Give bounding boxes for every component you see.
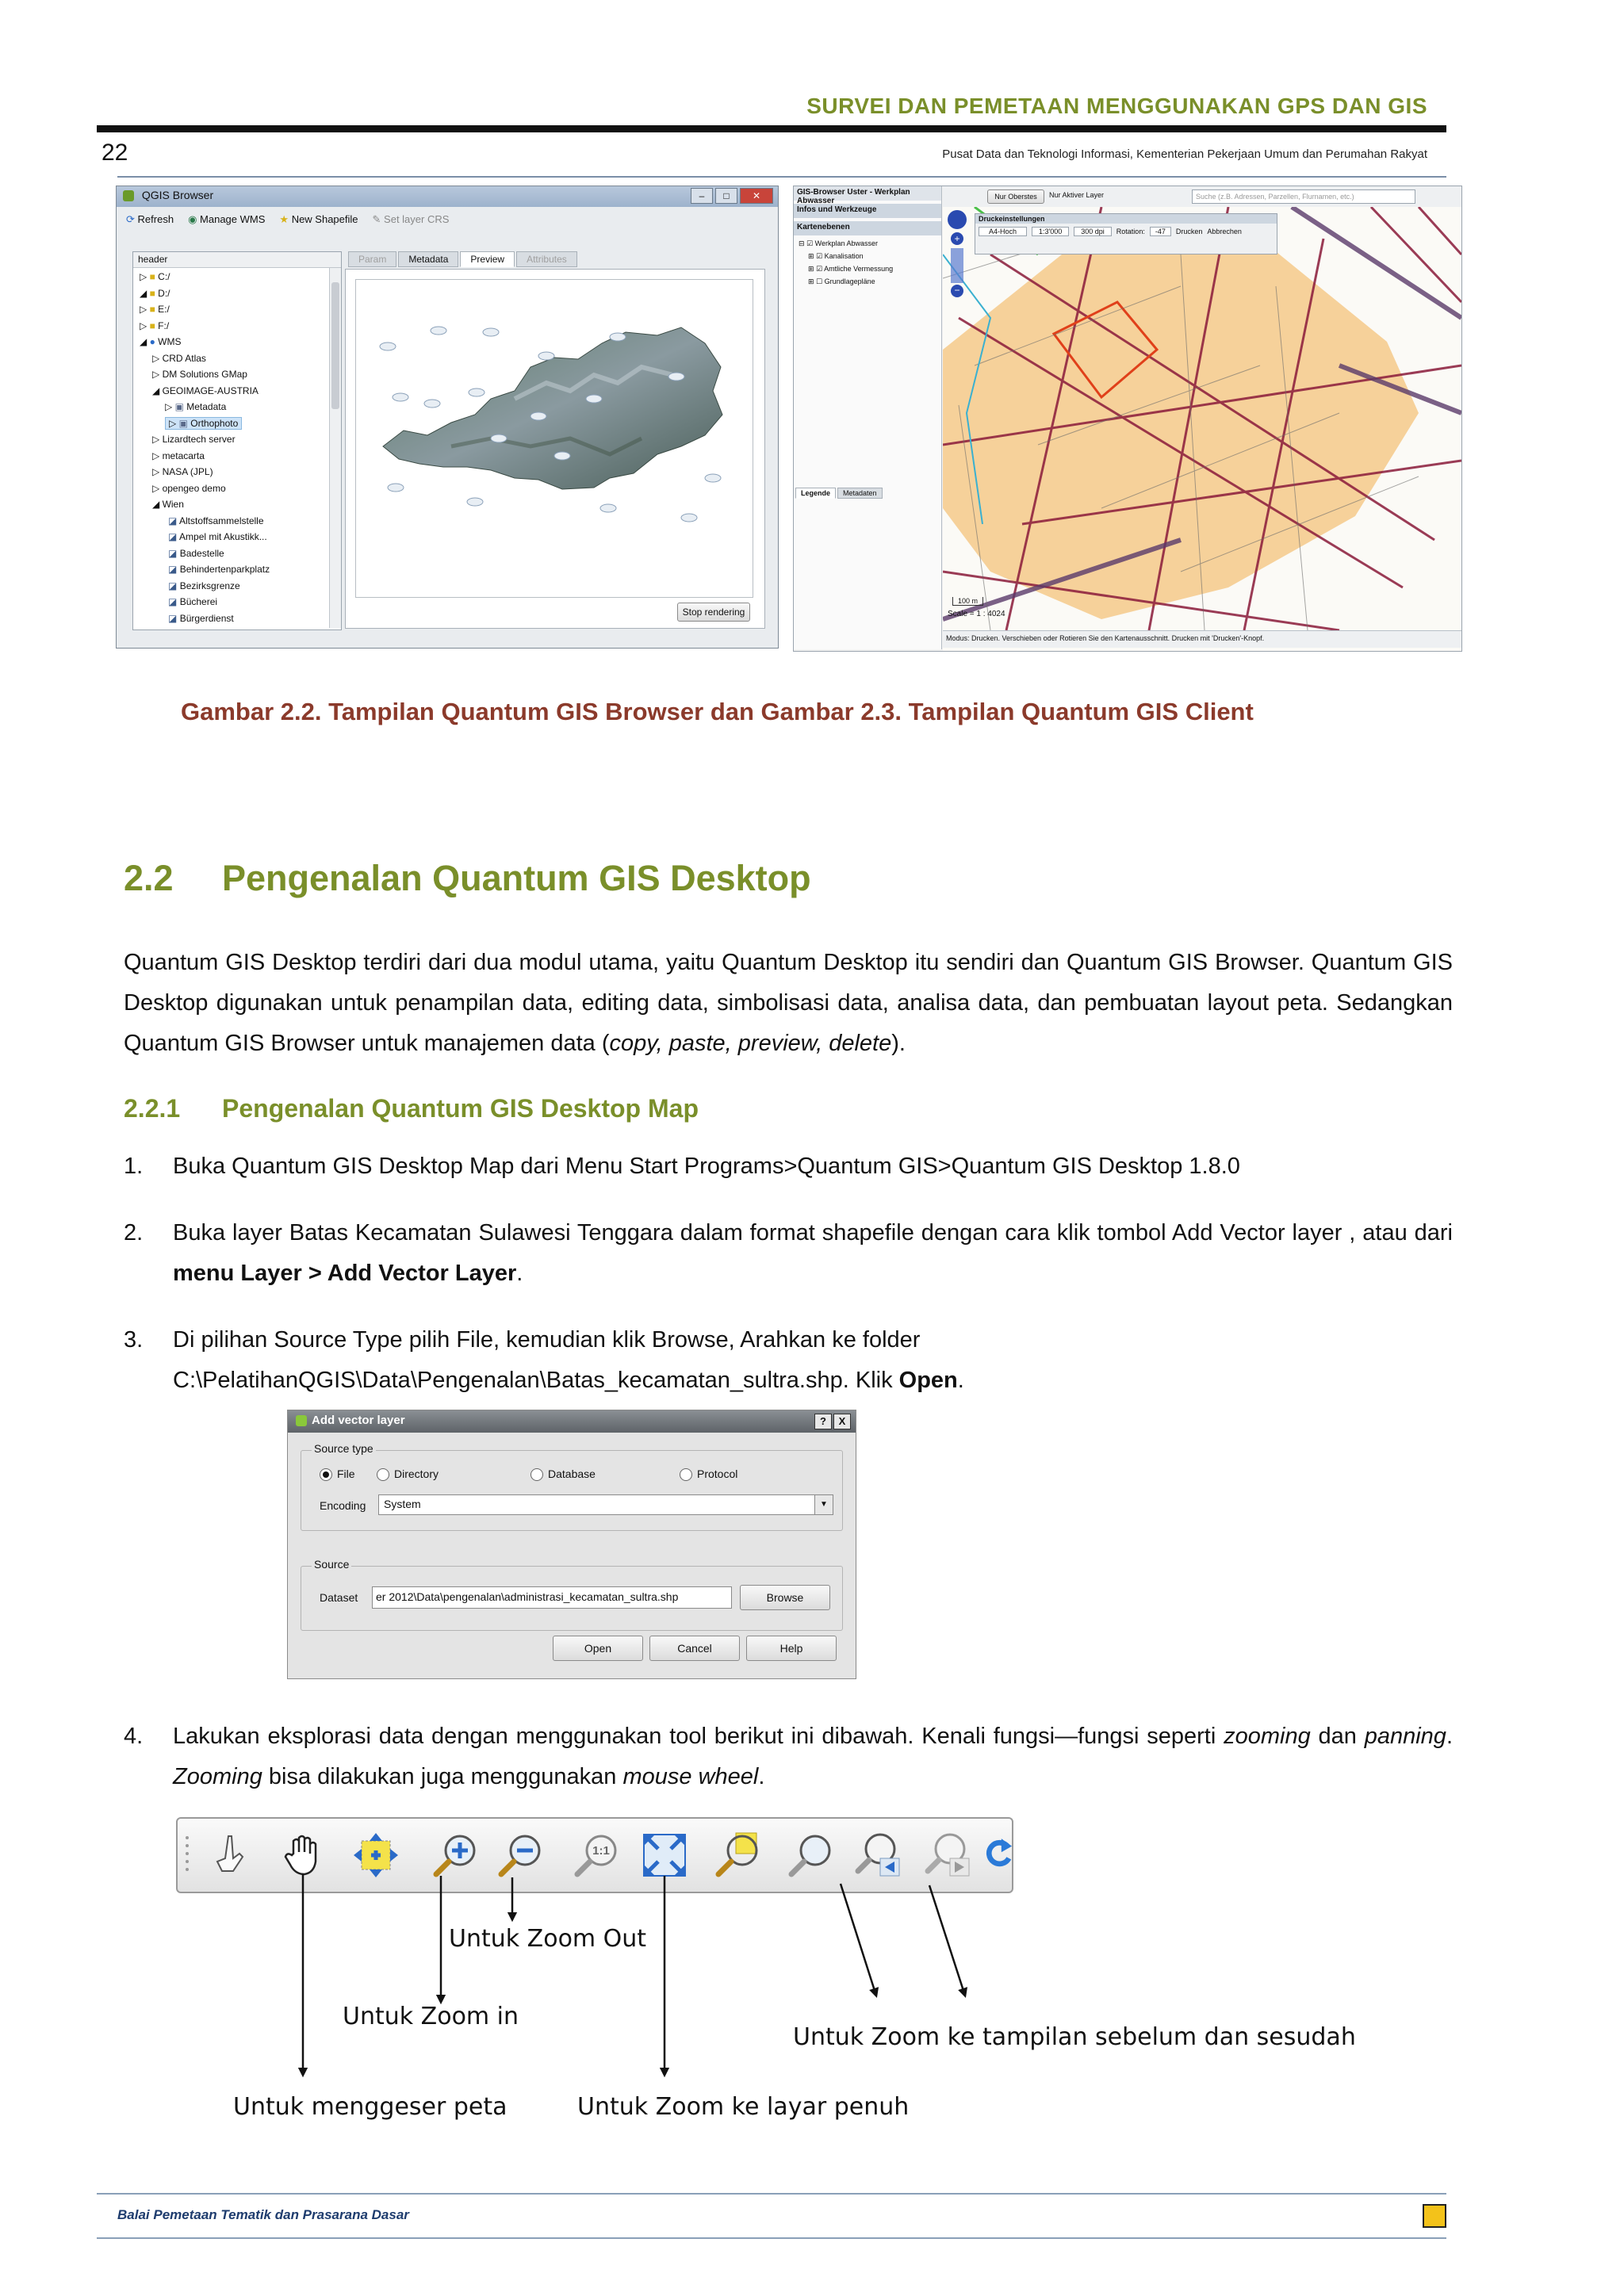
tree-item[interactable]: ▷ NASA (JPL) xyxy=(152,466,213,477)
close-title-button[interactable]: X xyxy=(833,1414,851,1429)
layer-icon: ◪ xyxy=(168,596,178,607)
radio-directory[interactable]: Directory xyxy=(377,1468,439,1481)
zoom-navigation-control[interactable] xyxy=(948,210,967,313)
client-bottom-tabs xyxy=(795,488,883,499)
zoom-out-icon[interactable] xyxy=(495,1830,546,1881)
tree-item[interactable]: ◪ Bürgerdienst xyxy=(168,612,234,624)
scale-bar: 100 m xyxy=(952,597,983,606)
zoom-in-icon[interactable] xyxy=(430,1830,481,1881)
dialog-titlebar xyxy=(288,1410,856,1433)
header-thin-rule xyxy=(117,176,1446,178)
encoding-label: Encoding xyxy=(320,1499,366,1512)
tree-header: header xyxy=(133,252,341,268)
help-button[interactable]: Help xyxy=(746,1636,837,1661)
actual-size-label: 1:1 xyxy=(592,1844,610,1858)
gis-client-window xyxy=(793,186,1462,652)
running-header-title: SURVEI DAN PEMETAAN MENGGUNAKAN GPS DAN GIS xyxy=(806,94,1427,118)
panel-layers-header[interactable]: Kartenebenen xyxy=(794,221,941,235)
client-search-input[interactable]: Suche (z.B. Adressen, Parzellen, Flurnamen, etc.) xyxy=(1192,189,1415,204)
refresh-icon[interactable] xyxy=(983,1830,1013,1881)
zoom-next-icon[interactable] xyxy=(923,1830,974,1881)
header-rule xyxy=(97,125,1446,132)
radio-file[interactable]: File xyxy=(320,1468,355,1481)
dpi-select[interactable]: 300 dpi xyxy=(1074,227,1112,236)
folder-icon: ■ xyxy=(149,287,155,299)
tree-item[interactable]: ◢ ● WMS xyxy=(140,336,182,347)
subsection-number: 2.2.1 xyxy=(124,1094,181,1123)
tree-scrollbar[interactable] xyxy=(329,268,341,628)
browser-toolbar xyxy=(117,207,778,232)
qgis-logo-icon xyxy=(296,1415,307,1426)
print-settings-box xyxy=(975,213,1277,254)
panel-info-header[interactable]: Infos und Werkzeuge xyxy=(794,204,941,218)
qgis-logo-icon xyxy=(123,190,134,201)
tree-item[interactable]: ▷ ■ E:/ xyxy=(140,304,170,315)
print-settings-title: Druckeinstellungen xyxy=(975,214,1277,224)
tree-item[interactable]: ◢ Wien xyxy=(152,499,184,510)
folder-icon: ■ xyxy=(149,304,155,315)
help-title-button[interactable]: ? xyxy=(814,1414,832,1429)
window-title: QGIS Browser xyxy=(141,189,214,201)
cancel-print-button[interactable]: Abbrechen xyxy=(1207,228,1242,235)
zoom-to-selection-icon[interactable] xyxy=(712,1830,763,1881)
rotation-input[interactable]: -47 xyxy=(1150,227,1171,236)
dataset-label: Dataset xyxy=(320,1591,358,1604)
qgis-browser-window xyxy=(116,186,779,649)
tree-item[interactable]: ◪ Ampel mit Akustikk... xyxy=(168,531,267,542)
dataset-input[interactable]: er 2012\Data\pengenalan\administrasi_kecamatan_sultra.shp xyxy=(372,1586,732,1609)
close-button[interactable]: ✕ xyxy=(740,188,773,204)
dropdown-arrow-icon: ▼ xyxy=(814,1495,833,1514)
maximize-button[interactable]: □ xyxy=(715,188,737,204)
zoom-minus-icon[interactable]: − xyxy=(951,285,963,297)
radio-database[interactable]: Database xyxy=(530,1468,596,1481)
cancel-button[interactable]: Cancel xyxy=(649,1636,740,1661)
tab-preview[interactable]: Preview xyxy=(460,251,515,267)
scale-select[interactable]: 1:3'000 xyxy=(1032,227,1069,236)
client-status-bar: Modus: Drucken. Verschieben oder Rotieren Sie den Kartenausschnitt. Drucken mit 'Drucken'-Knopf. xyxy=(943,630,1461,648)
manage-wms-button[interactable]: ◉ Manage WMS xyxy=(188,213,266,225)
folder-icon: ■ xyxy=(149,271,155,282)
footer-text: Balai Pemetaan Tematik dan Prasarana Dasar xyxy=(117,2207,409,2222)
window-controls xyxy=(691,188,773,204)
tab-param[interactable]: Param xyxy=(348,251,396,267)
add-vector-layer-dialog xyxy=(287,1410,856,1679)
page-number: 22 xyxy=(102,140,128,166)
set-layer-crs-button[interactable]: ✎ Set layer CRS xyxy=(372,213,450,225)
paper-select[interactable]: A4-Hoch xyxy=(979,227,1027,236)
tree-item[interactable]: ▷ ▣ Metadata xyxy=(165,401,227,412)
map-navigation-toolbar xyxy=(176,1817,1013,1893)
footer-rule-top xyxy=(97,2193,1446,2195)
zoom-last-icon[interactable] xyxy=(853,1830,904,1881)
section-number: 2.2 xyxy=(124,858,174,898)
section-title: Pengenalan Quantum GIS Desktop xyxy=(222,858,811,898)
tree-item[interactable]: ◢ GEOIMAGE-AUSTRIA xyxy=(152,385,259,396)
stop-rendering-button[interactable]: Stop rendering xyxy=(677,603,750,622)
refresh-icon: ⟳ xyxy=(126,213,135,225)
figure-caption: Gambar 2.2. Tampilan Quantum GIS Browser dan Gambar 2.3. Tampilan Quantum GIS Client xyxy=(181,698,1254,725)
austria-orthophoto-map xyxy=(356,280,753,597)
ministry-logo-icon xyxy=(1423,2204,1446,2228)
tree-item[interactable]: ◪ Badestelle xyxy=(168,547,224,559)
preview-tabs xyxy=(345,251,765,267)
city-map xyxy=(943,207,1461,630)
source-label: Source xyxy=(312,1558,351,1571)
layer-tree xyxy=(794,235,941,289)
crs-icon: ✎ xyxy=(372,213,381,225)
layer-icon: ◪ xyxy=(168,564,178,575)
qgis-browser-titlebar xyxy=(117,186,778,207)
scale-text: Scale = 1 : 4024 xyxy=(948,610,1005,618)
annotation-zoom-prev-next: Untuk Zoom ke tampilan sebelum dan sesudah xyxy=(793,2023,1356,2051)
annotation-zoom-in: Untuk Zoom in xyxy=(343,2003,519,2030)
preview-area xyxy=(345,269,765,629)
zoom-actual-size-icon[interactable] xyxy=(571,1830,622,1881)
star-icon: ★ xyxy=(279,213,289,225)
zoom-plus-icon[interactable]: + xyxy=(951,232,963,245)
source-type-group xyxy=(301,1450,843,1531)
folder-icon: ■ xyxy=(149,320,155,331)
tree-item-selected[interactable]: ▷ ▣ Orthophoto xyxy=(140,415,341,432)
layer-icon: ◪ xyxy=(168,547,178,559)
annotation-zoom-out: Untuk Zoom Out xyxy=(449,1925,647,1953)
pan-control-icon[interactable] xyxy=(948,210,967,229)
open-button[interactable]: Open xyxy=(553,1636,643,1661)
client-map[interactable] xyxy=(943,186,1461,651)
radio-protocol[interactable]: Protocol xyxy=(680,1468,737,1481)
nur-aktiver-layer-button[interactable]: Nur Aktiver Layer xyxy=(1049,191,1105,199)
zoom-slider[interactable] xyxy=(951,248,963,283)
tree-item[interactable]: ◪ Bücherei xyxy=(168,596,218,607)
tab-legende[interactable]: Legende xyxy=(795,488,836,499)
new-shapefile-button[interactable]: ★ New Shapefile xyxy=(279,213,358,225)
refresh-button[interactable]: ⟳ Refresh xyxy=(126,213,174,225)
tree-item[interactable]: ▷ CRD Atlas xyxy=(152,352,206,364)
client-title: GIS-Browser Uster - Werkplan Abwasser xyxy=(794,186,941,201)
rotation-label: Rotation: xyxy=(1116,228,1145,235)
layer-item[interactable]: ⊟ ☑ Werkplan Abwasser xyxy=(799,239,878,247)
layer-icon: ◪ xyxy=(168,531,178,542)
tree-item[interactable]: ▷ metacarta xyxy=(152,450,205,461)
browser-tree xyxy=(133,268,341,626)
pan-to-selection-icon[interactable] xyxy=(350,1830,401,1881)
globe-icon: ● xyxy=(149,336,155,347)
preview-panel xyxy=(345,251,765,629)
layer-item[interactable]: ⊞ ☐ Grundlagepläne xyxy=(808,277,875,285)
radio-checked-icon xyxy=(320,1468,332,1481)
browser-tree-panel xyxy=(132,251,342,630)
layer-icon: ◪ xyxy=(168,612,178,624)
annotation-pan: Untuk menggeser peta xyxy=(233,2093,508,2121)
tree-item[interactable]: ◪ Behindertenparkplatz xyxy=(168,564,270,575)
radio-unchecked-icon xyxy=(680,1468,692,1481)
tree-item[interactable]: ◢ ■ D:/ xyxy=(140,287,170,299)
subsection-title: Pengenalan Quantum GIS Desktop Map xyxy=(222,1094,699,1123)
globe-icon: ◉ xyxy=(188,213,197,225)
subsection-heading xyxy=(124,1094,699,1123)
layer-icon: ◪ xyxy=(168,580,178,591)
layer-item[interactable]: ⊞ ☑ Kanalisation xyxy=(808,252,864,260)
tab-metadata[interactable]: Metadata xyxy=(398,251,458,267)
tree-item[interactable]: ◪ Bezirksgrenze xyxy=(168,580,240,591)
tree-item[interactable]: ▷ DM Solutions GMap xyxy=(152,369,247,380)
tab-attributes[interactable]: Attributes xyxy=(516,251,577,267)
map-canvas[interactable] xyxy=(355,279,753,598)
toolbar-grip xyxy=(184,1835,190,1876)
tab-metadaten[interactable]: Metadaten xyxy=(837,488,883,499)
dialog-title: Add vector layer xyxy=(312,1414,405,1427)
intro-paragraph: Quantum GIS Desktop terdiri dari dua modul utama, yaitu Quantum Desktop itu sendiri dan Quantum GIS Browser. Quantum GIS Desktop digunakan untuk penampilan data, editing data, simbolisasi data, analisa data, dan pembuatan layout peta. Sedangkan Quantum GIS Browser untuk manajemen data (copy, paste, preview, delete). xyxy=(124,950,1453,1056)
layer-icon: ▣ xyxy=(178,417,188,429)
annotation-zoom-full: Untuk Zoom ke layar penuh xyxy=(577,2093,910,2121)
browse-button[interactable]: Browse xyxy=(740,1585,830,1610)
tree-item[interactable]: ◪ Altstoffsammelstelle xyxy=(168,515,264,526)
tree-item[interactable]: ▷ ■ F:/ xyxy=(140,320,170,331)
minimize-button[interactable]: – xyxy=(691,188,713,204)
radio-unchecked-icon xyxy=(530,1468,543,1481)
source-type-label: Source type xyxy=(312,1442,376,1455)
tree-item[interactable]: ▷ opengeo demo xyxy=(152,482,226,494)
tree-item[interactable]: ▷ ■ C:/ xyxy=(140,271,170,282)
print-button[interactable]: Drucken xyxy=(1175,228,1203,235)
pan-hand-icon[interactable] xyxy=(278,1830,328,1881)
radio-unchecked-icon xyxy=(377,1468,389,1481)
nur-oberstes-button[interactable]: Nur Oberstes xyxy=(987,189,1044,204)
layer-item[interactable]: ⊞ ☑ Amtliche Vermessung xyxy=(808,265,894,273)
section-heading xyxy=(124,858,811,899)
header-institution: Pusat Data dan Teknologi Informasi, Kementerian Pekerjaan Umum dan Perumahan Rakyat xyxy=(942,147,1427,161)
client-map-toolbar xyxy=(943,186,1461,208)
gis-client-sidebar xyxy=(794,186,942,649)
touch-icon[interactable] xyxy=(205,1830,255,1881)
zoom-to-layer-icon[interactable] xyxy=(785,1830,836,1881)
tree-item[interactable]: ▷ Lizardtech server xyxy=(152,434,236,445)
footer-rule-bottom xyxy=(97,2237,1446,2239)
layer-icon: ◪ xyxy=(168,515,178,526)
layer-icon: ▣ xyxy=(174,401,184,412)
encoding-select[interactable]: System ▼ xyxy=(378,1494,833,1515)
zoom-full-icon[interactable] xyxy=(639,1830,690,1881)
